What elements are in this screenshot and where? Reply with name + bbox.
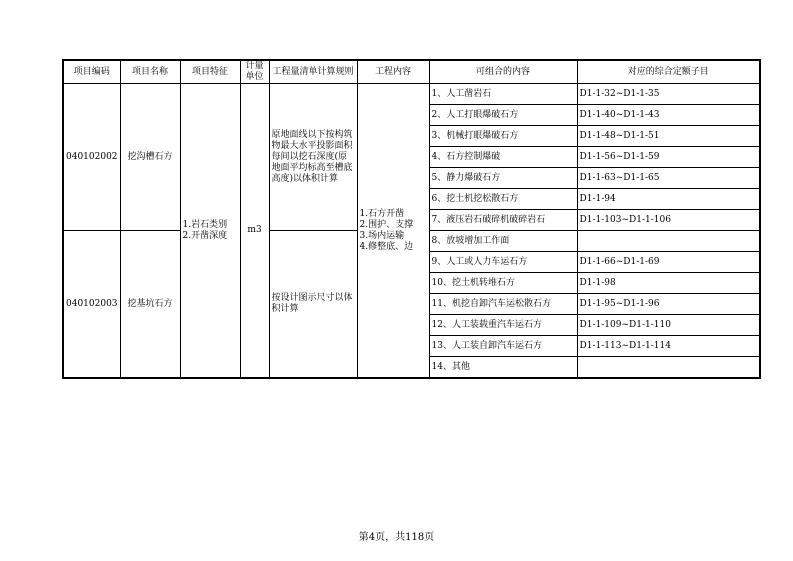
quota-code: D1-1-94: [577, 189, 760, 210]
header-unit: 计量 单位: [240, 60, 269, 84]
combinable-content: 13、人工装自卸汽车运石方: [429, 336, 577, 357]
combinable-content: 2、人工打眼爆破石方: [429, 105, 577, 126]
item-name: 挖基坑石方: [120, 231, 180, 379]
combinable-content: 12、人工装载重汽车运石方: [429, 315, 577, 336]
item-rule: 原地面线以下按构筑物最大水平投影面积每间以挖石深度(原地面平均标高至槽底高度)以体积计算: [269, 84, 357, 231]
item-unit: m3: [240, 84, 269, 379]
combinable-content: 4、石方控制爆破: [429, 147, 577, 168]
quota-code: D1-1-48~D1-1-51: [577, 126, 760, 147]
header-work-content: 工程内容: [357, 60, 429, 84]
item-work-content: 1.石方开凿 2.围护、支撑 3.场内运输 4.修整底、边: [357, 84, 429, 379]
combinable-content: 9、人工或人力车运石方: [429, 252, 577, 273]
quota-code: D1-1-113~D1-1-114: [577, 336, 760, 357]
table-row: [63, 84, 760, 105]
quota-code: D1-1-98: [577, 273, 760, 294]
item-name: 挖沟槽石方: [120, 84, 180, 231]
quota-code: D1-1-103~D1-1-106: [577, 210, 760, 231]
item-code: 040102002: [63, 84, 120, 231]
table-header-row: [63, 60, 760, 84]
quota-code: [577, 357, 760, 379]
combinable-content: 3、机械打眼爆破石方: [429, 126, 577, 147]
combinable-content: 10、挖土机转堆石方: [429, 273, 577, 294]
header-code: 项目编码: [63, 60, 120, 84]
header-feature: 项目特征: [180, 60, 240, 84]
quota-code: D1-1-66~D1-1-69: [577, 252, 760, 273]
header-combinable-content: 可组合的内容: [429, 60, 577, 84]
item-rule: 按设计图示尺寸以体积计算: [269, 231, 357, 379]
quota-table: [62, 59, 761, 379]
combinable-content: 5、静力爆破石方: [429, 168, 577, 189]
combinable-content: 6、挖土机挖松散石方: [429, 189, 577, 210]
quota-code: D1-1-56~D1-1-59: [577, 147, 760, 168]
header-rule: 工程量清单计算规则: [269, 60, 357, 84]
combinable-content: 1、人工凿岩石: [429, 84, 577, 105]
combinable-content: 8、放坡增加工作面: [429, 231, 577, 252]
quota-code: D1-1-40~D1-1-43: [577, 105, 760, 126]
combinable-content: 7、液压岩石破碎机破碎岩石: [429, 210, 577, 231]
header-quota: 对应的综合定额子目: [577, 60, 760, 84]
quota-code: [577, 231, 760, 252]
combinable-content: 14、其他: [429, 357, 577, 379]
item-features: 1.岩石类别 2.开凿深度: [180, 84, 240, 379]
quota-code: D1-1-63~D1-1-65: [577, 168, 760, 189]
page-number: 第4页，共118页: [358, 532, 435, 543]
quota-code: D1-1-95~D1-1-96: [577, 294, 760, 315]
quota-code: D1-1-109~D1-1-110: [577, 315, 760, 336]
item-code: 040102003: [63, 231, 120, 379]
quota-code: D1-1-32~D1-1-35: [577, 84, 760, 105]
header-name: 项目名称: [120, 60, 180, 84]
combinable-content: 11、机挖自卸汽车运松散石方: [429, 294, 577, 315]
